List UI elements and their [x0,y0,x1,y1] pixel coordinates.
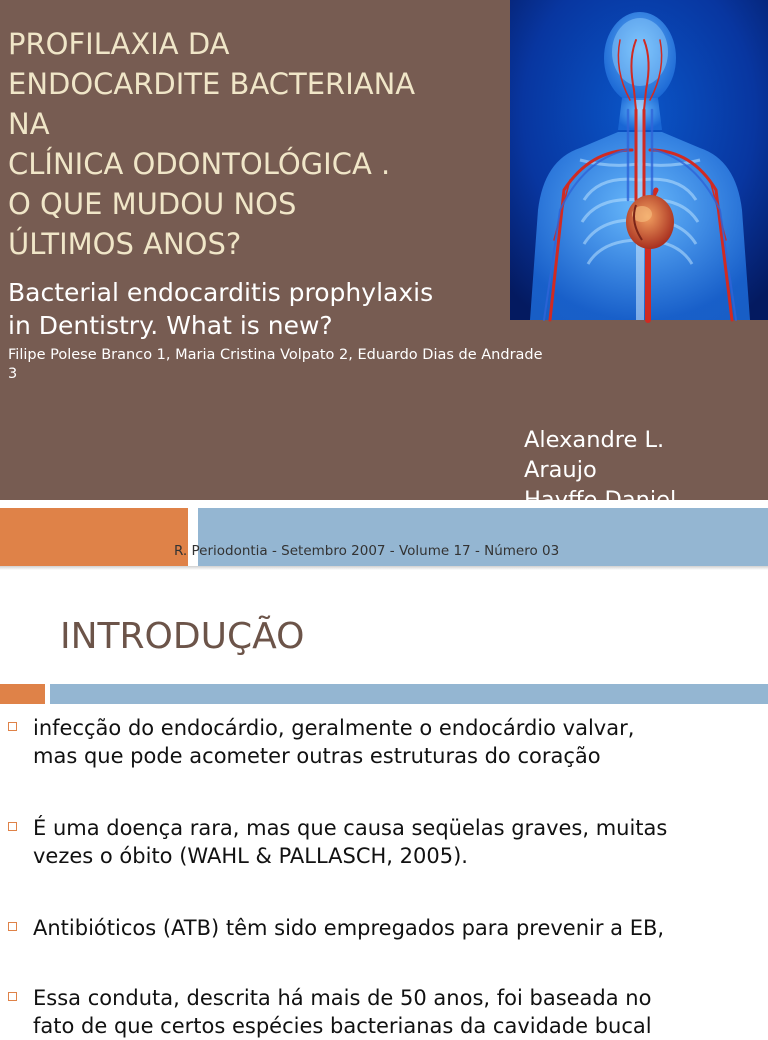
slide-shadow [0,566,768,570]
accent-bar-orange [0,684,45,704]
presenter-line: Araujo [524,457,597,483]
bullet-text [33,914,760,942]
accent-bar-orange [0,508,188,570]
accent-bar-blue [198,508,768,570]
accent-bar-blue [50,684,768,704]
title-line: PROFILAXIA DA [8,27,230,61]
bullet-line: vezes o óbito (WAHL & PALLASCH, 2005). [33,844,468,868]
bullet-line: Essa conduta, descrita há mais de 50 anos, foi baseada no [33,986,652,1010]
bullet-line: fato de que certos espécies bacterianas da cavidade bucal [33,1014,652,1038]
title-line: ENDOCARDITE BACTERIANA [8,67,416,101]
bullet-list [0,714,768,1040]
subtitle-line: in Dentistry. What is new? [8,311,333,340]
bullet-line: infecção do endocárdio, geralmente o endocárdio valvar, [33,716,635,740]
square-bullet-icon [8,992,17,1001]
slide-title [8,24,508,264]
bullet-text [33,984,760,1040]
list-item [0,984,768,1040]
title-line: O QUE MUDOU NOS [8,187,297,221]
list-item [0,714,768,770]
authors-line: Filipe Polese Branco 1, Maria Cristina Volpato 2, Eduardo Dias de Andrade 3 [8,347,543,382]
square-bullet-icon [8,822,17,831]
title-line: ÚLTIMOS ANOS? [8,227,242,261]
english-subtitle [8,276,528,342]
square-bullet-icon [8,922,17,931]
presenter-line: Alexandre L. [524,427,665,453]
subtitle-line: Bacterial endocarditis prophylaxis [8,278,434,307]
separator [0,500,768,508]
bullet-text [33,814,760,870]
bullet-text [33,714,760,770]
title-line: CLÍNICA ODONTOLÓGICA . [8,147,391,181]
bullet-line: Antibióticos (ATB) têm sido empregados para prevenir a EB, [33,916,665,940]
list-item [0,814,768,870]
bullet-line: É uma doença rara, mas que causa seqüelas graves, muitas [33,816,668,840]
introduction-slide [0,576,768,1038]
journal-citation: R. Periodontia - Setembro 2007 - Volume 17 - Número 03 [174,543,560,559]
title-line: NA [8,107,50,141]
list-item [0,914,768,942]
circulatory-system-image [510,0,768,320]
section-heading: INTRODUÇÃO [60,616,305,657]
bullet-line: mas que pode acometer outras estruturas do coração [33,744,601,768]
square-bullet-icon [8,722,17,731]
